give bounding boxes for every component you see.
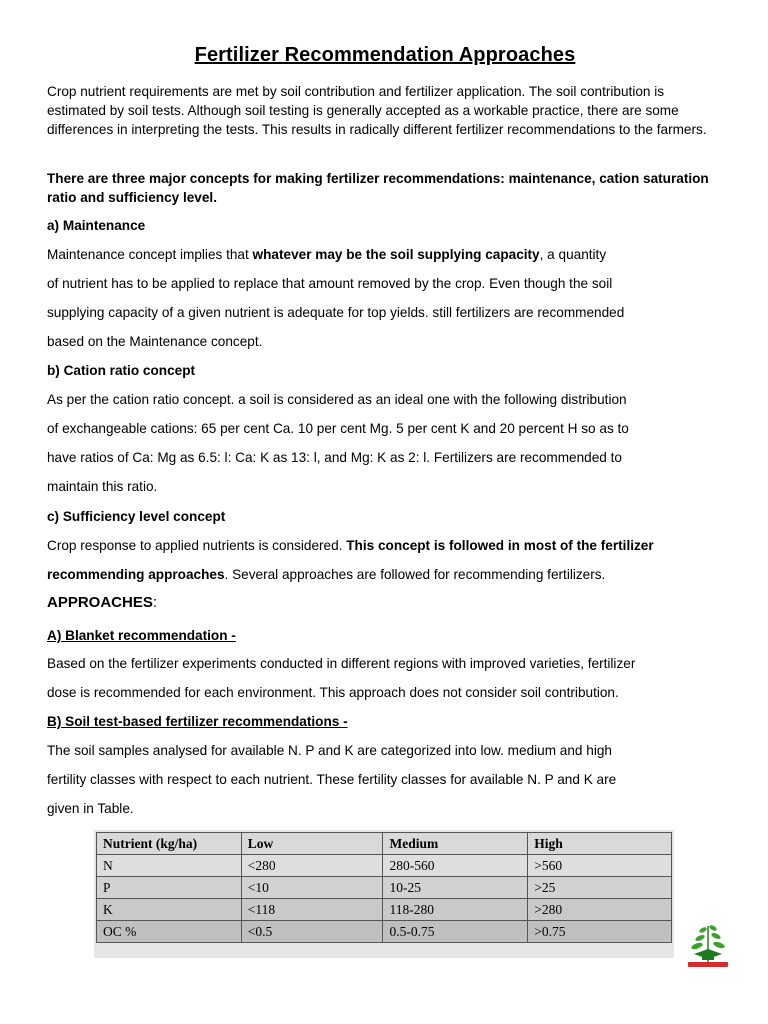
maintenance-emphasis: whatever may be the soil supplying capacity [252, 247, 540, 262]
concepts-summary: There are three major concepts for making fertilizer recommendations: maintenance, cation saturation ratio and sufficiency level. [47, 171, 709, 205]
cation-line-4: maintain this ratio. [47, 479, 158, 494]
table-header: Medium [383, 833, 528, 855]
table-cell: >280 [528, 899, 672, 921]
table-header: Nutrient (kg/ha) [97, 833, 242, 855]
table-header-row [97, 833, 672, 855]
table-cell: >0.75 [528, 921, 672, 943]
fertility-classes-table [96, 832, 672, 943]
cation-line-2: of exchangeable cations: 65 per cent Ca. 10 per cent Mg. 5 per cent K and 20 percent H so as to [47, 421, 629, 436]
cation-line-1: As per the cation ratio concept. a soil is considered as an ideal one with the following distribution [47, 392, 627, 407]
table-header: High [528, 833, 672, 855]
table-cell: >560 [528, 855, 672, 877]
table-cell: OC % [97, 921, 242, 943]
plant-logo-icon [684, 918, 732, 968]
soil-test-line-1: The soil samples analysed for available N. P and K are categorized into low. medium and high [47, 743, 612, 758]
soil-test-heading: B) Soil test-based fertilizer recommendations - [47, 714, 348, 729]
maintenance-heading: a) Maintenance [47, 218, 146, 233]
table-row [97, 921, 672, 943]
table-cell: <0.5 [241, 921, 383, 943]
table-cell: <10 [241, 877, 383, 899]
soil-test-line-3: given in Table. [47, 801, 134, 816]
table-cell: <118 [241, 899, 383, 921]
maintenance-line-3: supplying capacity of a given nutrient is adequate for top yields. still fertilizers are recommended [47, 305, 625, 320]
maintenance-line-2: of nutrient has to be applied to replace that amount removed by the crop. Even though the soil [47, 276, 613, 291]
table-cell: 280-560 [383, 855, 528, 877]
sufficiency-text: Crop response to applied nutrients is considered. [47, 538, 347, 553]
maintenance-line-1 [47, 245, 606, 264]
table-cell: P [97, 877, 242, 899]
maintenance-text: Maintenance concept implies that [47, 247, 253, 262]
blanket-line-2: dose is recommended for each environment. This approach does not consider soil contribution. [47, 685, 619, 700]
approaches-colon: : [152, 594, 158, 611]
sufficiency-emphasis-2: recommending approaches [47, 567, 225, 582]
blanket-line-1: Based on the fertilizer experiments conducted in different regions with improved varieties, fertilizer [47, 656, 636, 671]
soil-test-line-2: fertility classes with respect to each nutrient. These fertility classes for available N. P and K are [47, 772, 617, 787]
cation-heading: b) Cation ratio concept [47, 363, 196, 378]
sufficiency-heading: c) Sufficiency level concept [47, 509, 226, 524]
table-row [97, 855, 672, 877]
cation-line-3: have ratios of Ca: Mg as 6.5: l: Ca: K as 13: l, and Mg: K as 2: l. Fertilizers are recommended to [47, 450, 622, 465]
table-cell: N [97, 855, 242, 877]
table-header: Low [241, 833, 383, 855]
maintenance-line-4: based on the Maintenance concept. [47, 334, 263, 349]
table-row [97, 899, 672, 921]
approaches-label: APPROACHES [47, 594, 153, 611]
table-cell: <280 [241, 855, 383, 877]
table-cell: >25 [528, 877, 672, 899]
approaches-heading [47, 594, 157, 611]
sufficiency-emphasis: This concept is followed in most of the fertilizer [346, 538, 654, 553]
maintenance-text-end: , a quantity [539, 247, 607, 262]
sufficiency-line-2 [47, 565, 605, 584]
page-title: Fertilizer Recommendation Approaches [194, 44, 576, 66]
blanket-heading: A) Blanket recommendation - [47, 628, 236, 643]
table-cell: K [97, 899, 242, 921]
table-cell: 0.5-0.75 [383, 921, 528, 943]
sufficiency-text-end: . Several approaches are followed for recommending fertilizers. [224, 567, 606, 582]
fertility-table-image [94, 830, 674, 958]
intro-paragraph: Crop nutrient requirements are met by soil contribution and fertilizer application. The soil contribution is estimated by soil tests. Although soil testing is generally accepted as a workable practice, there are some differences in interpreting the tests. This results in radically different fertilizer recommendations to the farmers. [47, 84, 707, 137]
table-cell: 10-25 [383, 877, 528, 899]
table-row [97, 877, 672, 899]
sufficiency-line-1 [47, 536, 654, 555]
table-cell: 118-280 [383, 899, 528, 921]
